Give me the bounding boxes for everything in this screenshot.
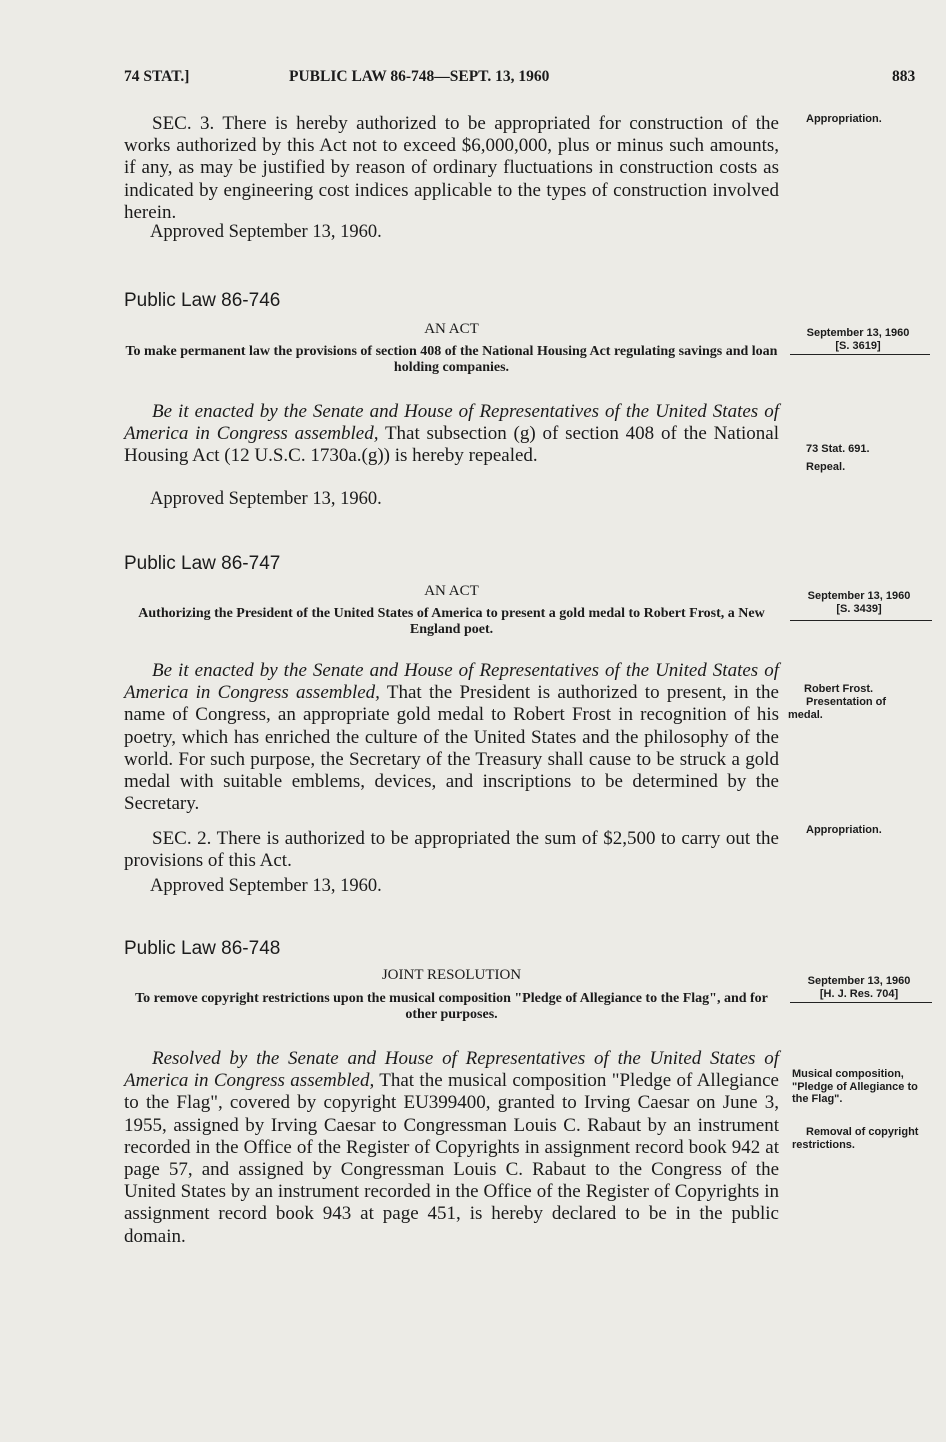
law-746-margin-date bbox=[788, 327, 928, 352]
law-748-margin-date bbox=[788, 975, 930, 1000]
law-746-margin-stat: 73 Stat. 691. bbox=[806, 443, 870, 455]
law-747-bill: [S. 3439] bbox=[836, 602, 882, 615]
law-746-title: Public Law 86-746 bbox=[124, 290, 281, 311]
law-748-heading: JOINT RESOLUTION bbox=[381, 967, 522, 983]
law-747-heading: AN ACT bbox=[424, 583, 479, 599]
law-747-margin-frost: Robert Frost. bbox=[804, 683, 874, 695]
law-747-sec2-text: There is authorized to be appropriated the sum of $2,500 to carry out the provisions of this Act. bbox=[124, 828, 779, 872]
law-746-bill: [S. 3619] bbox=[835, 339, 881, 352]
law-748-margin-composition: Musical composition, "Pledge of Allegiance to the Flag". bbox=[792, 1068, 918, 1105]
law-746-heading: AN ACT bbox=[424, 321, 479, 337]
section-3 bbox=[124, 113, 779, 224]
law-748-body bbox=[124, 1048, 779, 1248]
law-748-description: To remove copyright restrictions upon the musical composition "Pledge of Allegiance to the Flag", and for other purposes. bbox=[135, 991, 768, 1022]
law-748-title: Public Law 86-748 bbox=[124, 938, 281, 959]
law-747-sec2-label: SEC. 2. bbox=[152, 828, 212, 849]
header-title: PUBLIC LAW 86-748—SEPT. 13, 1960 bbox=[289, 68, 550, 85]
law-747-margin-presentation: Presentation of bbox=[806, 696, 887, 708]
law-747-body bbox=[124, 660, 779, 815]
section-3-approved: Approved September 13, 1960. bbox=[150, 222, 382, 242]
section-3-text: There is hereby authorized to be appropriated for construction of the works authorized by this Act not to exceed $6,000,000, plus or minus such amounts, if any, as may be justified by reason of ordinary fluctuations in construction costs as indicated by engineering cost indices applicable to the types of construction involved herein. bbox=[124, 113, 779, 223]
margin-appropriation-2: Appropriation. bbox=[806, 824, 882, 836]
law-746-rule bbox=[790, 354, 930, 355]
law-747-enacting-clause: Be it enacted by the Senate and House of Representatives of the United States of America in Congress assembled, bbox=[124, 660, 779, 704]
law-748-margin-removal: Removal of copyright restrictions. bbox=[792, 1126, 919, 1151]
law-746-enacting-clause: Be it enacted by the Senate and House of Representatives of the United States of America in Congress assembled, bbox=[124, 401, 779, 445]
law-747-title: Public Law 86-747 bbox=[124, 553, 281, 574]
law-747-section-2 bbox=[124, 828, 779, 872]
law-747-rule bbox=[790, 620, 932, 621]
law-747-approved: Approved September 13, 1960. bbox=[150, 876, 382, 896]
law-746-approved: Approved September 13, 1960. bbox=[150, 489, 382, 509]
section-3-label: SEC. 3. bbox=[152, 113, 215, 134]
law-748-text: That the musical composition "Pledge of Allegiance to the Flag", covered by copyright EU399400, granted to Irving Caesar on June 3, 1955, assigned by Irving Caesar to Congressman Louis C. Rabaut by an instrument recorded in the Office of the Register of Copyrights in assignment record book 942 at page 57, and assigned by Congressman Louis C. Rabaut to the Congress of the United States by an instrument recorded in the Office of the Register of Copyrights in assignment record book 943 at page 451, is hereby declared to be in the public domain. bbox=[124, 1070, 779, 1247]
law-746-date: September 13, 1960 bbox=[806, 327, 910, 339]
page-number: 883 bbox=[892, 68, 916, 85]
law-746-body bbox=[124, 401, 779, 468]
law-747-margin-date bbox=[788, 590, 930, 615]
law-748-bill: [H. J. Res. 704] bbox=[819, 987, 899, 1000]
law-746-text: That subsection (g) of section 408 of the National Housing Act (12 U.S.C. 1730a.(g)) is hereby repealed. bbox=[124, 423, 779, 467]
law-747-date: September 13, 1960 bbox=[807, 590, 911, 602]
law-747-margin-medal: medal. bbox=[788, 709, 823, 721]
law-747-description: Authorizing the President of the United States of America to present a gold medal to Robert Frost, a New England poet. bbox=[138, 606, 765, 637]
header-volume: 74 STAT.] bbox=[124, 68, 190, 85]
law-748-rule bbox=[790, 1002, 932, 1003]
law-748-resolving-clause: Resolved by the Senate and House of Representatives of the United States of America in Congress assembled, bbox=[124, 1048, 779, 1092]
law-748-date: September 13, 1960 bbox=[807, 975, 911, 987]
law-746-description: To make permanent law the provisions of section 408 of the National Housing Act regulating savings and loan holding companies. bbox=[125, 344, 778, 375]
law-746-margin-repeal: Repeal. bbox=[806, 461, 846, 473]
margin-appropriation-1: Appropriation. bbox=[806, 113, 882, 125]
law-747-text: That the President is authorized to present, in the name of Congress, an appropriate gold medal to Robert Frost in recognition of his poetry, which has enriched the culture of the United States and the philosophy of the world. For such purpose, the Secretary of the Treasury shall cause to be struck a gold medal with suitable emblems, devices, and inscriptions to be determined by the Secretary. bbox=[124, 682, 779, 815]
